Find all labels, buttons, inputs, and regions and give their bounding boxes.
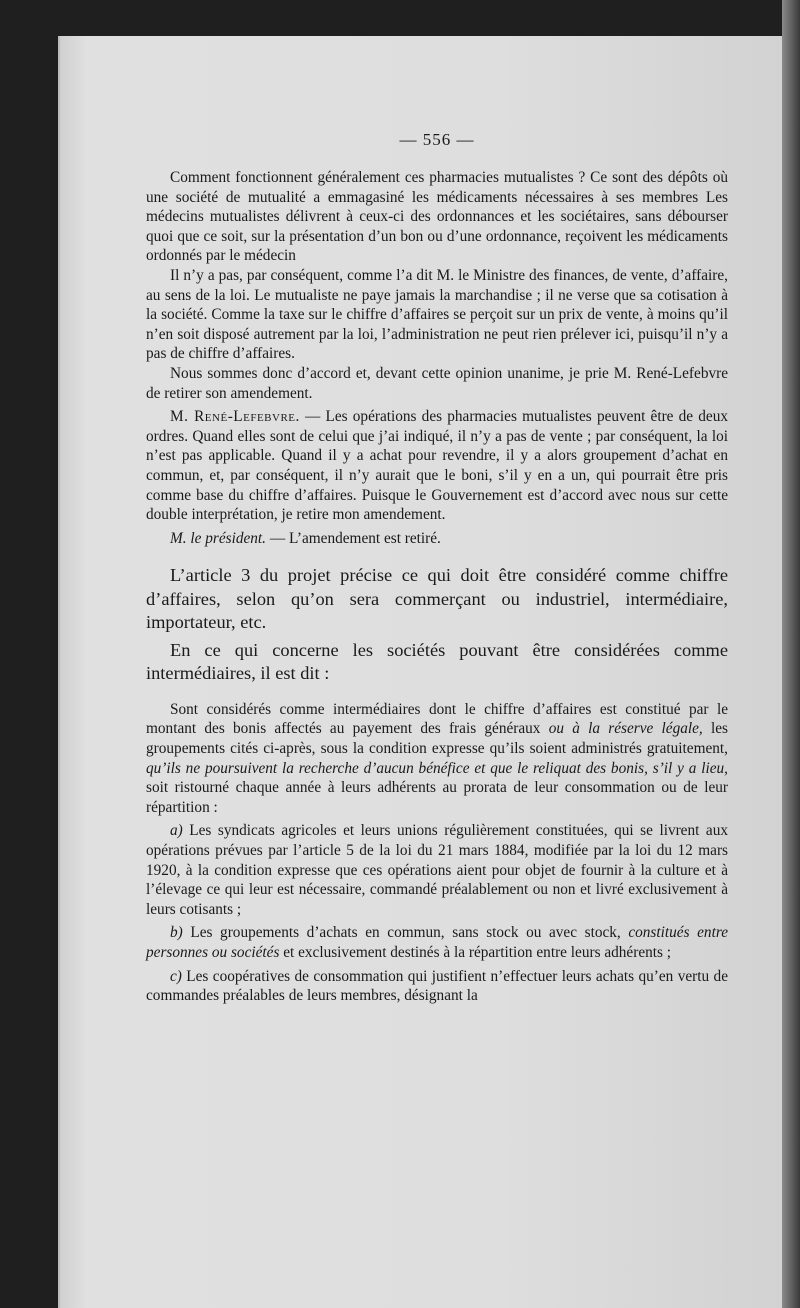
speaker-text: — L’amendement est retiré. (266, 529, 441, 547)
list-label: c) (170, 967, 182, 985)
paragraph-5 (146, 529, 728, 549)
paragraph-4 (146, 407, 728, 525)
quote-italic: qu’ils ne poursuivent la recherche d’aucun bénéfice et que le reliquat des bonis, s’il y a lieu, (146, 759, 728, 777)
paragraph-6: L’article 3 du projet précise ce qui doit être considéré comme chiffre d’affaires, selon qu’on sera commerçant ou industriel, intermédiaire, importateur, etc. (146, 565, 728, 633)
paragraph-2: Il n’y a pas, par conséquent, comme l’a dit M. le Ministre des finances, de vente, d’affaire, au sens de la loi. Le mutualiste ne paye jamais la marchandise ; il ne verse que sa cotisation à la société. Comme la taxe sur le chiffre d’affaires se perçoit sur un prix de vente, à moins qu’il n’en soit disposé autrement par la loi, l’administration ne peut rien prélever ici, puisqu’il n’y a pas de chiffre d’affaires. (146, 266, 728, 363)
quote-text: les groupements cités ci-après, sous la condition expresse qu’ils soient administrés gratuitement, (146, 720, 729, 757)
list-item-b (146, 923, 728, 962)
speaker-name: M. le président. (170, 529, 267, 547)
list-item-c (146, 967, 728, 1006)
paragraph-3: Nous sommes donc d’accord et, devant cette opinion unanime, je prie M. René-Lefebvre de retirer son amendement. (146, 364, 728, 402)
book-spine-edge (782, 0, 800, 1308)
list-label: b) (170, 924, 183, 942)
quote-italic: ou à la réserve légale, (548, 720, 703, 738)
list-item-a (146, 821, 728, 919)
list-italic: constitués entre personnes ou sociétés (146, 924, 728, 961)
speaker-name: M. René-Lefebvre. (170, 408, 300, 426)
speaker-text: — Les opérations des pharmacies mutualistes peuvent être de deux ordres. Quand elles sont de celui que j’ai indiqué, il n’y a pas de vente ; par conséquent, la loi n’est pas applicable. Quand il y a achat pour revendre, il y a alors groupement d’achat en commun, et, par conséquent, il n’y aurait que le boni, s’il y en a un, qui pourrait être pris comme base du chiffre d’affaires. Puisque le Gouvernement est d’accord avec nous sur cette double interprétation, je retire mon amendement. (146, 408, 728, 524)
page-content (146, 130, 728, 1006)
list-text: Les groupements d’achats en commun, sans stock ou avec stock, (182, 924, 629, 942)
quoted-article (146, 700, 728, 818)
list-text: et exclusivement destinés à la répartition entre leurs adhérents ; (279, 943, 672, 961)
quote-text: Sont considérés comme intermédiaires dont le chiffre d’affaires est constitué par le montant des bonis affectés au payement des frais généraux (146, 700, 728, 738)
list-text: Les coopératives de consommation qui justifient n’effectuer leurs achats qu’en vertu de commandes préalables de leurs membres, désignant la (146, 967, 728, 1005)
paragraph-1: Comment fonctionnent généralement ces pharmacies mutualistes ? Ce sont des dépôts où une société de mutualité a emmagasiné les médicaments nécessaires à ses membres Les médecins mutualistes délivrent à ceux-ci des ordonnances et les sociétaires, sans débourser quoi que ce soit, sur la présentation d’un bon ou d’une ordonnance, reçoivent les médicaments ordonnés par le médecin (146, 169, 728, 265)
page-number: — 556 — (399, 130, 475, 149)
quote-text: soit ristourné chaque année à leurs adhérents au prorata de leur consommation ou de leur répartition : (146, 779, 728, 816)
paragraph-7: En ce qui concerne les sociétés pouvant être considérées comme intermédiaires, il est dit : (146, 639, 728, 684)
list-label: a) (170, 822, 183, 840)
list-text: Les syndicats agricoles et leurs unions régulièrement constituées, qui se livrent aux opérations prévues par l’article 5 de la loi du 21 mars 1884, modifiée par la loi du 12 mars 1920, à la condition expresse que ces opérations aient pour objet de fournir à la culture et à l’élevage ce qui leur est nécessaire, commandé préalablement ou non et livré exclusivement à leurs cotisants ; (146, 822, 728, 918)
